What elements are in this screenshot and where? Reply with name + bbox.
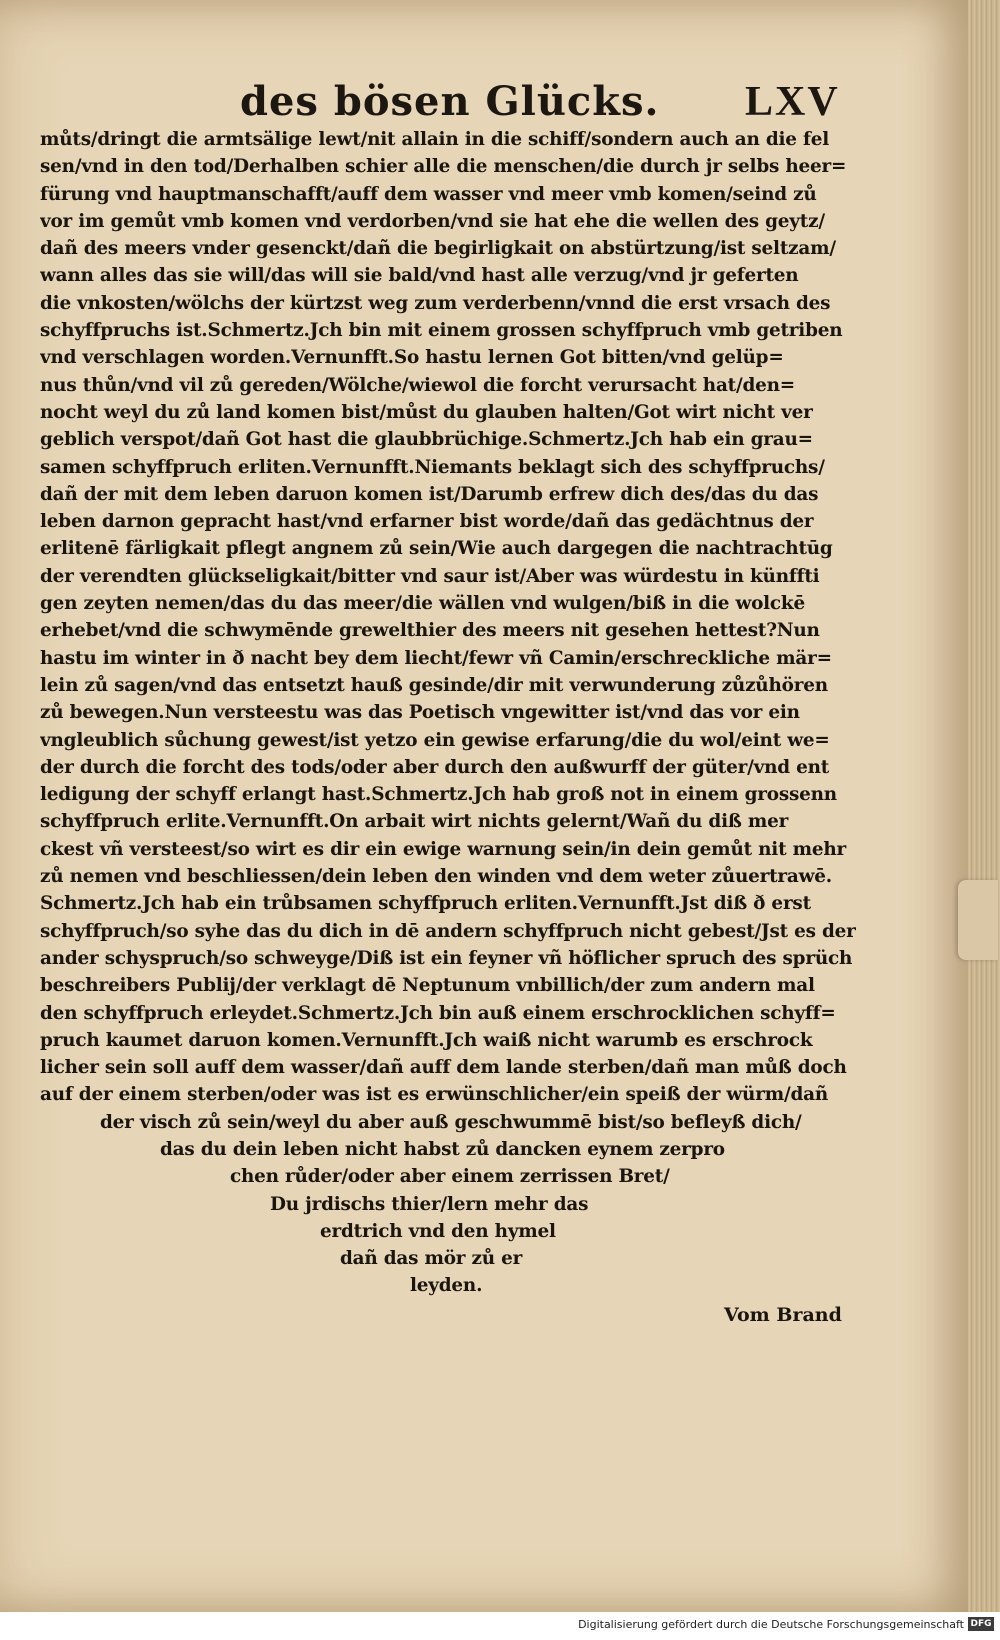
text-line: vngleublich sůchung gewest/ist yetzo ein gewise erfarung/die du wol/eint we= — [40, 729, 830, 751]
text-line: ckest vñ versteest/so wirt es dir ein ewige warnung sein/in dein gemůt nit mehr — [40, 838, 846, 860]
text-line: zů bewegen.Nun versteestu was das Poetisch vngewitter ist/vnd das vor ein — [40, 702, 800, 724]
catchword: Vom Brand — [724, 1304, 842, 1326]
text-line: schyffpruchs ist.Schmertz.Jch bin mit einem grossen schyffpruch vmb getriben — [40, 320, 843, 342]
page-tab — [958, 880, 998, 960]
text-line: gen zeyten nemen/das du das meer/die wällen vnd wulgen/biß in die wolckē — [40, 593, 805, 615]
text-line: beschreibers Publij/der verklagt dē Neptunum vnbillich/der zum andern mal — [40, 975, 815, 997]
text-line: chen růder/oder aber einem zerrissen Bret/ — [230, 1166, 670, 1188]
text-line: hastu im winter in ð nacht bey dem liecht/fewr vñ Camin/erschreckliche mär= — [40, 647, 832, 669]
dfg-logo: DFG — [968, 1617, 994, 1631]
text-line: schyffpruch/so syhe das du dich in dē andern schyffpruch nicht gebest/Jst es der — [40, 920, 856, 942]
text-line: den schyffpruch erleydet.Schmertz.Jch bin auß einem erschrocklichen schyff= — [40, 1002, 836, 1024]
digitization-credit: Digitalisierung gefördert durch die Deutsche Forschungsgemeinschaft — [578, 1618, 964, 1631]
running-title: des bösen Glücks. — [240, 78, 660, 125]
text-line: erlitenē färligkait pflegt angnem zů sein/Wie auch dargegen die nachtrachtūg — [40, 538, 833, 560]
page-edges — [968, 0, 1000, 1612]
text-line: Du jrdischs thier/lern mehr das — [270, 1193, 589, 1215]
body-text — [40, 126, 870, 1300]
text-line: samen schyffpruch erliten.Vernunfft.Niemants beklagt sich des schyffpruchs/ — [40, 456, 825, 478]
text-line: leyden. — [410, 1275, 483, 1297]
text-line: der durch die forcht des tods/oder aber durch den außwurff der güter/vnd ent — [40, 756, 830, 778]
folio-number: LXV — [745, 79, 840, 125]
text-line: leben darnon gepracht hast/vnd erfarner bist worde/dañ das gedächtnus der — [40, 511, 814, 533]
text-line: der verendten glückseligkait/bitter vnd saur ist/Aber was würdestu in künffti — [40, 565, 820, 587]
text-line: ander schyspruch/so schweyge/Diß ist ein feyner vñ höflicher spruch des sprüch — [40, 947, 853, 969]
text-line: pruch kaumet daruon komen.Vernunfft.Jch waiß nicht warumb es erschrock — [40, 1029, 813, 1051]
text-line: wann alles das sie will/das will sie bald/vnd hast alle verzug/vnd jr geferten — [40, 265, 799, 287]
text-line: das du dein leben nicht habst zů dancken eynem zerpro — [160, 1138, 725, 1160]
text-line: Schmertz.Jch hab ein trůbsamen schyffpruch erliten.Vernunfft.Jst diß ð erst — [40, 893, 811, 915]
text-line: dañ des meers vnder gesenckt/dañ die begirligkait on abstürtzung/ist seltzam/ — [40, 238, 836, 260]
text-line: erdtrich vnd den hymel — [320, 1220, 556, 1242]
text-line: ledigung der schyff erlangt hast.Schmertz.Jch hab groß not in einem grossenn — [40, 784, 837, 806]
text-line: fürung vnd hauptmanschafft/auff dem wasser vnd meer vmb komen/seind zů — [40, 183, 817, 205]
text-line: die vnkosten/wölchs der kürtzst weg zum verderbenn/vnnd die erst vrsach des — [40, 292, 831, 314]
text-line: auf der einem sterben/oder was ist es erwünschlicher/ein speiß der würm/dañ — [40, 1084, 829, 1106]
text-line: lein zů sagen/vnd das entsetzt hauß gesinde/dir mit verwunderung zůzůhören — [40, 674, 828, 696]
text-line: nus thůn/vnd vil zů gereden/Wölche/wiewol die forcht verursacht hat/den= — [40, 374, 796, 396]
text-line: vor im gemůt vmb komen vnd verdorben/vnd sie hat ehe die wellen des geytz/ — [40, 210, 825, 232]
text-line: erhebet/vnd die schwymēnde grewelthier des meers nit gesehen hettest?Nun — [40, 620, 820, 642]
text-line: der visch zů sein/weyl du aber auß geschwummē bist/so befleyß dich/ — [100, 1111, 802, 1133]
text-line: geblich verspot/dañ Got hast die glaubbrüchige.Schmertz.Jch hab ein grau= — [40, 429, 813, 451]
text-line: dañ der mit dem leben daruon komen ist/Darumb erfrew dich des/das du das — [40, 483, 819, 505]
text-line: vnd verschlagen worden.Vernunfft.So hastu lernen Got bitten/vnd gelüp= — [40, 347, 784, 369]
text-line: licher sein soll auff dem wasser/dañ auff dem lande sterben/dañ man můß doch — [40, 1057, 847, 1079]
text-line: sen/vnd in den tod/Derhalben schier alle die menschen/die durch jr selbs heer= — [40, 156, 847, 178]
text-line: dañ das mör zů er — [340, 1248, 523, 1270]
text-line: schyffpruch erlite.Vernunfft.On arbait wirt nichts gelernt/Wañ du diß mer — [40, 811, 789, 833]
text-line: zů nemen vnd beschliessen/dein leben den winden vnd dem weter zůuertrawē. — [40, 866, 832, 888]
text-line: nocht weyl du zů land komen bist/můst du glauben halten/Got wirt nicht ver — [40, 401, 813, 423]
text-line: můts/dringt die armtsälige lewt/nit allain in die schiff/sondern auch an die fel — [40, 129, 829, 150]
